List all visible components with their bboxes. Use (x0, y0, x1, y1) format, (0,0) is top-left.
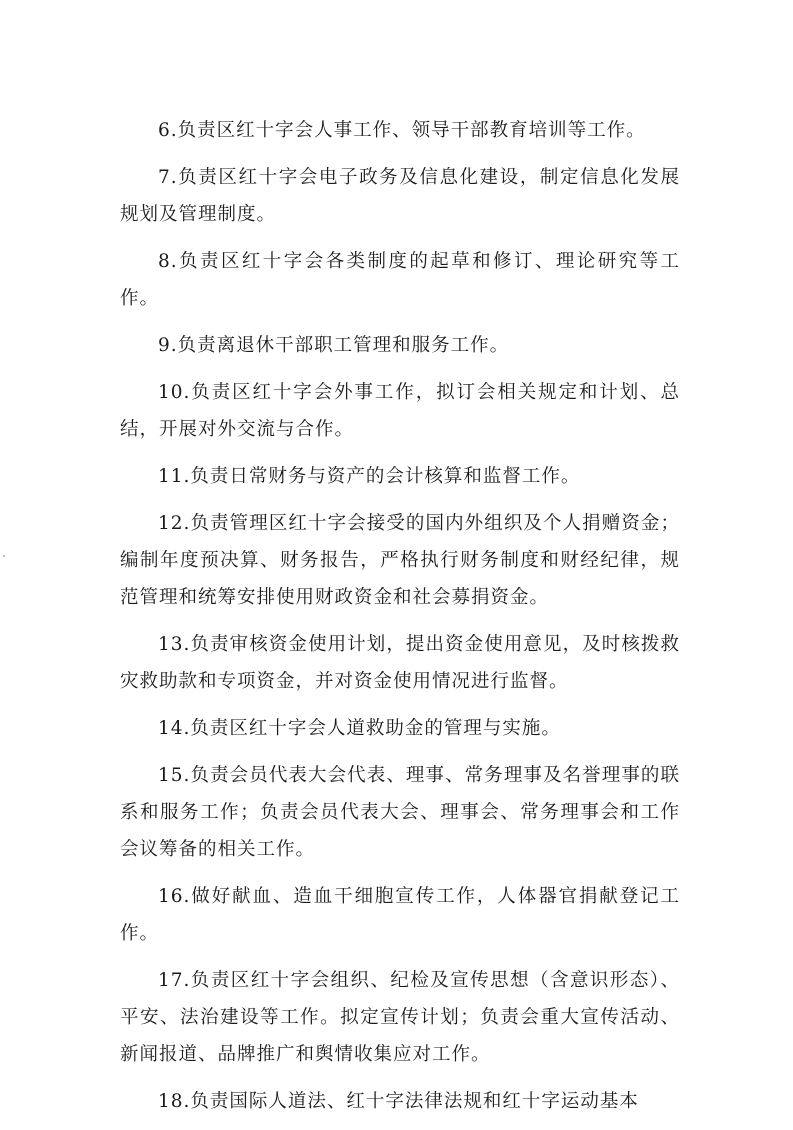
document-body (120, 112, 680, 1130)
paragraph-10: 10.负责区红十字会外事工作，拟订会相关规定和计划、总结，开展对外交流与合作。 (120, 382, 680, 440)
paragraph-18: 18.负责国际人道法、红十字法律法规和红十字运动基本 (158, 1091, 639, 1112)
paragraph-6: 6.负责区红十字会人事工作、领导干部教育培训等工作。 (158, 120, 646, 141)
paragraph-12: 12.负责管理区红十字会接受的国内外组织及个人捐赠资金；编制年度预决算、财务报告，严格执行财务制度和财经纪律，规范管理和统筹安排使用财政资金和社会募捐资金。 (120, 513, 680, 608)
paragraph-14: 14.负责区红十字会人道救助金的管理与实施。 (158, 718, 561, 739)
paragraph-13: 13.负责审核资金使用计划，提出资金使用意见，及时核拨救灾救助款和专项资金，并对资金使用情况进行监督。 (120, 634, 680, 692)
scan-speck (3, 555, 5, 557)
paragraph-17: 17.负责区红十字会组织、纪检及宣传思想（含意识形态）、平安、法治建设等工作。拟定宣传计划；负责会重大宣传活动、新闻报道、品牌推广和舆情收集应对工作。 (120, 970, 680, 1065)
paragraph-8: 8.负责区红十字会各类制度的起草和修订、理论研究等工作。 (120, 251, 680, 309)
paragraph-11: 11.负责日常财务与资产的会计核算和监督工作。 (158, 466, 581, 487)
paragraph-7: 7.负责区红十字会电子政务及信息化建设，制定信息化发展规划及管理制度。 (120, 167, 680, 225)
paragraph-9: 9.负责离退休干部职工管理和服务工作。 (158, 335, 510, 356)
paragraph-16: 16.做好献血、造血干细胞宣传工作，人体器官捐献登记工作。 (120, 886, 680, 944)
paragraph-15: 15.负责会员代表大会代表、理事、常务理事及名誉理事的联系和服务工作；负责会员代表大会、理事会、常务理事会和工作会议筹备的相关工作。 (120, 765, 680, 860)
